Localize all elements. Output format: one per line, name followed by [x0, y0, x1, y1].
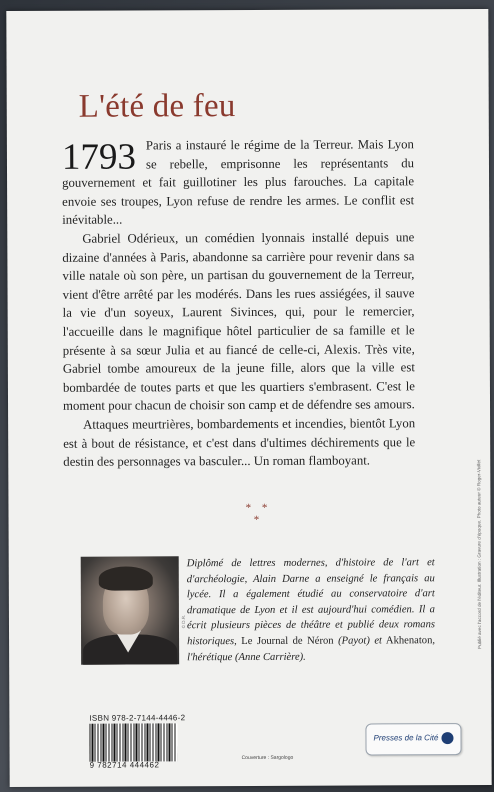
- cover-credit: Couverture : Sargologo: [241, 754, 294, 762]
- author-photo: [81, 556, 179, 664]
- bio-and: et: [374, 635, 383, 647]
- bio-book-1: Le Journal de Néron: [241, 635, 334, 648]
- isbn: ISBN 978-2-7144-4446-2: [89, 713, 186, 723]
- author-bio: [187, 555, 435, 665]
- side-credit: Publié avec l'accord de l'éditeur. Illustration : Gravure d'époque. Photo auteur © Roger-Viollet: [476, 459, 483, 650]
- bio-book-2: Akhenaton: [385, 635, 433, 647]
- bio-publisher-2: (Anne Carrière).: [234, 651, 306, 663]
- section-separator: * * *: [245, 501, 272, 526]
- author-hair: [99, 566, 153, 590]
- bio-publisher-1: (Payot): [338, 635, 370, 647]
- photo-credit: © D.R.: [180, 614, 187, 629]
- year-heading: 1793: [61, 136, 137, 178]
- blurb-paragraph-3: Attaques meurtrières, bombardements et incendies, bientôt Lyon est à bout de résistance, et c'est dans d'ultimes déchirements que le destin des personnages va basculer... Un roman flamboyant.: [63, 416, 416, 469]
- blurb: [62, 135, 415, 471]
- barcode-digits: 9 782714 444462: [89, 760, 160, 770]
- publisher-logo: [365, 723, 461, 755]
- publisher-name: Presses de la Cité: [373, 733, 439, 743]
- bio-text-2: , l'hérétique: [187, 635, 436, 663]
- blurb-intro: [62, 135, 414, 230]
- bio-text: Diplômé de lettres modernes, d'histoire de l'art et d'archéologie, Alain Darne a enseigné le français au lycée. Il a également étudié au conservatoire d'art dramatique de Lyon et il est aujourd'hui comédien. Il a écrit plusieurs pièces de théâtre et publié deux romans historiques,: [186, 557, 436, 648]
- barcode: [89, 723, 177, 761]
- publisher-emblem-icon: [441, 732, 453, 744]
- blurb-paragraph-2: Gabriel Odérieux, un comédien lyonnais installé depuis une dizaine d'années à Paris, abandonne sa carrière pour revenir dans sa ville natale où son père, un partisan du gouvernement de la Terreur, vient d'être arrêté par les modérés. Dans les rues assiégées, il sauve la vie d'un soyeux, Laurent Sivinces, qui, pour le remercier, l'accueille dans le magnifique hôtel particulier de sa famille et le présente à sa sœur Julia et au fiancé de celle-ci, Alexis. Très vite, Gabriel tombe amoureux de la jeune fille, alors que la ville est bombardée de toutes parts et que les quartiers s'embrasent. C'est le moment pour chacun de choisir son camp et de défendre ses amours.: [62, 230, 415, 414]
- intro-text: Paris a instauré le régime de la Terreur. Mais Lyon se rebelle, emprisonne les représentants du gouvernement et fait guillotiner les plus farouches. La capitale envoie ses troupes, Lyon refuse de rendre les armes. Le conflit est inévitable...: [62, 137, 415, 228]
- book-back-cover: [6, 9, 491, 787]
- book-title: L'été de feu: [78, 88, 236, 125]
